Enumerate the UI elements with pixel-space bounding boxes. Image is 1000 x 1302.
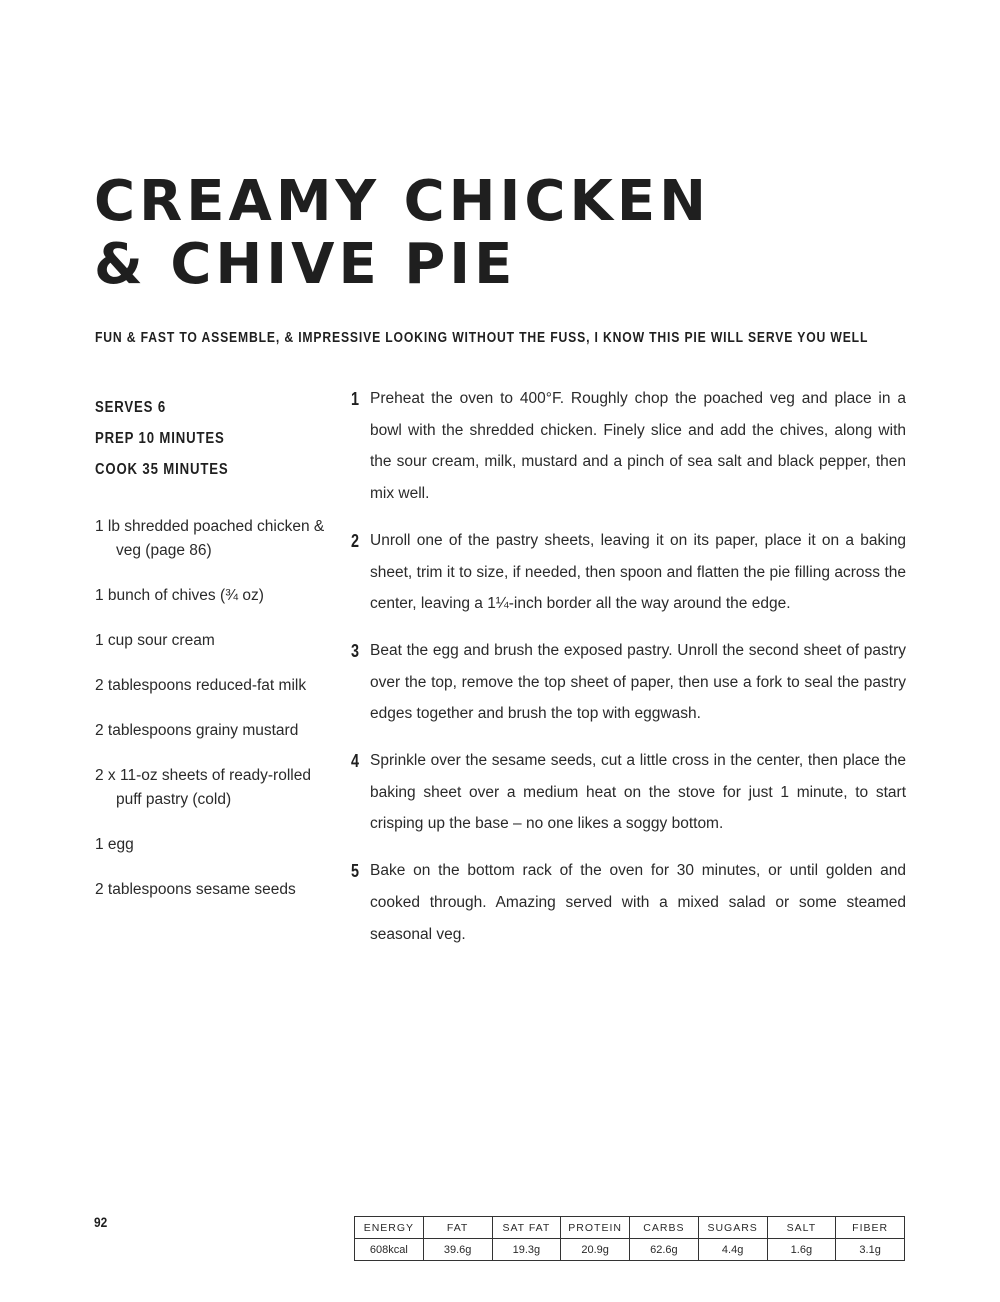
method-steps: [351, 383, 906, 965]
recipe-title: [94, 170, 710, 296]
step-text: Unroll one of the pastry sheets, leaving it on its paper, place it on a baking sheet, trim it to size, if needed, then spoon and flatten the pie filling across the center, leaving a 1¼-inch border all the way around the edge.: [370, 531, 906, 613]
step-text: Preheat the oven to 400°F. Roughly chop the poached veg and place in a bowl with the shredded chicken. Finely slice and add the chives, along with the sour cream, milk, mustard and a pinch of sea salt and black pepper, then mix well.: [370, 390, 906, 503]
recipe-title-line: & CHIVE PIE: [94, 232, 517, 297]
ingredient-item: 1 egg: [95, 836, 134, 853]
nutrition-label: SUGARS: [698, 1217, 767, 1239]
prep-time: PREP 10 MINUTES: [95, 430, 225, 447]
method-step: [351, 525, 906, 620]
page-number: 92: [94, 1214, 108, 1230]
method-step: [351, 855, 906, 950]
nutrition-label: SALT: [767, 1217, 836, 1239]
nutrition-label: CARBS: [630, 1217, 699, 1239]
nutrition-label: FAT: [423, 1217, 492, 1239]
nutrition-value: 19.3g: [492, 1239, 561, 1261]
nutrition-value: 4.4g: [698, 1239, 767, 1261]
nutrition-values-row: [355, 1239, 905, 1261]
step-number: 4: [351, 751, 360, 772]
serves-info: SERVES 6: [95, 399, 167, 416]
nutrition-label: PROTEIN: [561, 1217, 630, 1239]
ingredient-item: 2 tablespoons sesame seeds: [95, 881, 296, 898]
ingredients-list: [95, 515, 335, 923]
nutrition-label: SAT FAT: [492, 1217, 561, 1239]
nutrition-value: 20.9g: [561, 1239, 630, 1261]
ingredient-item: 2 tablespoons reduced-fat milk: [95, 677, 307, 694]
step-number: 2: [351, 530, 360, 551]
step-text: Beat the egg and brush the exposed pastry. Unroll the second sheet of pastry over the top, remove the top sheet of paper, then use a fork to seal the pastry edges together and brush the top with eggwash.: [370, 641, 906, 723]
nutrition-value: 1.6g: [767, 1239, 836, 1261]
method-step: [351, 635, 906, 730]
cook-time: COOK 35 MINUTES: [95, 461, 229, 478]
recipe-title-line: CREAMY CHICKEN: [94, 169, 710, 234]
ingredient-item: 1 cup sour cream: [95, 632, 215, 649]
nutrition-value: 608kcal: [355, 1239, 424, 1261]
method-step: [351, 745, 906, 840]
method-step: [351, 383, 906, 510]
nutrition-label: FIBER: [836, 1217, 905, 1239]
recipe-subtitle: FUN & FAST TO ASSEMBLE, & IMPRESSIVE LOOKING WITHOUT THE FUSS, I KNOW THIS PIE WILL SERVE YOU WELL: [95, 330, 869, 346]
step-number: 5: [351, 861, 360, 882]
step-text: Sprinkle over the sesame seeds, cut a little cross in the center, then place the baking sheet over a medium heat on the stove for just 1 minute, to start crisping up the base – no one likes a soggy bottom.: [370, 752, 906, 833]
ingredient-item: 2 tablespoons grainy mustard: [95, 722, 299, 739]
nutrition-labels-row: [355, 1217, 905, 1239]
nutrition-value: 39.6g: [423, 1239, 492, 1261]
step-text: Bake on the bottom rack of the oven for 30 minutes, or until golden and cooked through. Amazing served with a mixed salad or some steamed seasonal veg.: [370, 862, 906, 943]
nutrition-value: 62.6g: [630, 1239, 699, 1261]
nutrition-label: ENERGY: [355, 1217, 424, 1239]
step-number: 1: [351, 389, 360, 409]
ingredient-item: 1 lb shredded poached chicken & veg (page 86): [95, 518, 325, 559]
ingredient-item: 1 bunch of chives (¾ oz): [95, 587, 264, 604]
nutrition-value: 3.1g: [836, 1239, 905, 1261]
nutrition-table: [354, 1216, 905, 1261]
recipe-meta: [95, 392, 252, 485]
step-number: 3: [351, 640, 360, 661]
ingredient-item: 2 x 11-oz sheets of ready-rolled puff pastry (cold): [95, 767, 311, 808]
